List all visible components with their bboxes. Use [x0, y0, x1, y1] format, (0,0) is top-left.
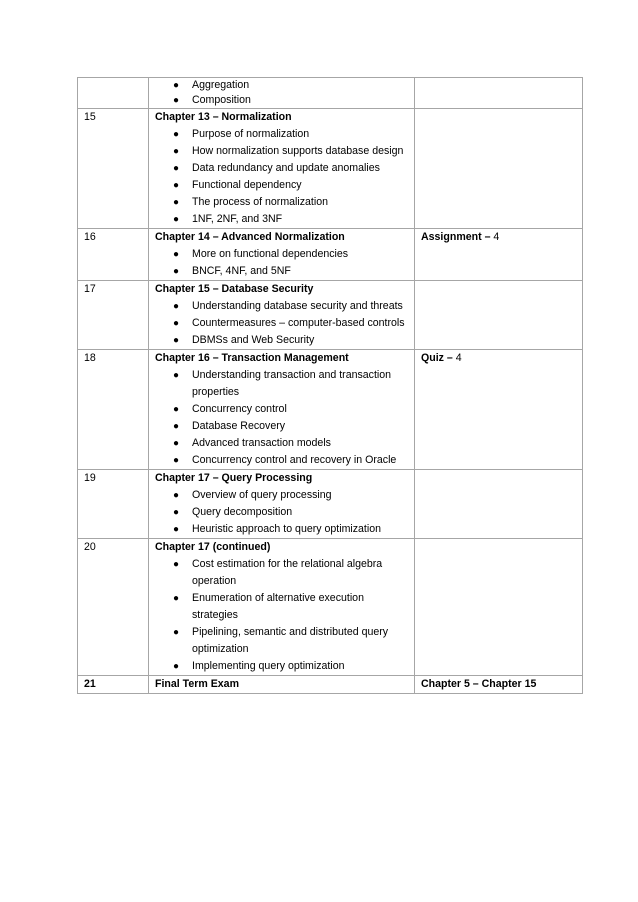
topic-text: Concurrency control and recovery in Oracle	[192, 454, 397, 466]
bullet-icon: ●	[173, 404, 180, 415]
topic-item	[155, 452, 408, 469]
assessment-cell	[415, 281, 583, 350]
schedule-row	[78, 229, 583, 281]
week-number: 18	[78, 350, 149, 470]
chapter-cell	[149, 539, 415, 676]
topic-text: How normalization supports database design	[192, 145, 404, 157]
topic-text: More on functional dependencies	[192, 248, 349, 260]
week-number: 21	[78, 676, 149, 694]
assessment-cell	[415, 470, 583, 539]
topic-item	[155, 177, 408, 194]
topic-item	[155, 315, 408, 332]
assessment-number: 4	[493, 231, 500, 243]
topic-list	[155, 487, 408, 538]
assessment-cell	[415, 229, 583, 281]
topic-item	[155, 658, 408, 675]
schedule-row	[78, 470, 583, 539]
schedule-row	[78, 78, 583, 109]
topic-text: Enumeration of alternative execution strategies	[192, 592, 364, 621]
bullet-icon: ●	[173, 266, 180, 277]
topic-item	[155, 521, 408, 538]
topic-text: Concurrency control	[192, 403, 287, 415]
topic-text: BNCF, 4NF, and 5NF	[192, 265, 291, 277]
bullet-icon: ●	[173, 507, 180, 518]
chapter-cell	[149, 470, 415, 539]
bullet-icon: ●	[173, 593, 180, 604]
topic-item	[155, 298, 408, 315]
bullet-icon: ●	[173, 80, 180, 91]
chapter-title: Chapter 17 – Query Processing	[155, 472, 313, 484]
topic-text: The process of normalization	[192, 196, 329, 208]
chapter-title: Chapter 14 – Advanced Normalization	[155, 231, 345, 243]
topic-item	[155, 126, 408, 143]
week-number: 16	[78, 229, 149, 281]
assessment-cell	[415, 350, 583, 470]
topic-text: Composition	[192, 94, 251, 106]
topic-item	[155, 487, 408, 504]
bullet-icon: ●	[173, 163, 180, 174]
schedule-row	[78, 539, 583, 676]
assessment-cell	[415, 78, 583, 109]
assessment-cell	[415, 539, 583, 676]
chapter-title: Chapter 16 – Transaction Management	[155, 352, 349, 364]
chapter-cell	[149, 350, 415, 470]
topic-list	[155, 246, 408, 280]
bullet-icon: ●	[173, 197, 180, 208]
bullet-icon: ●	[173, 318, 180, 329]
topic-item	[155, 332, 408, 349]
assessment-cell	[415, 109, 583, 229]
schedule-body	[78, 78, 583, 694]
schedule-row	[78, 350, 583, 470]
bullet-icon: ●	[173, 455, 180, 466]
chapter-cell	[149, 229, 415, 281]
bullet-icon: ●	[173, 214, 180, 225]
chapter-title: Chapter 15 – Database Security	[155, 283, 314, 295]
bullet-icon: ●	[173, 129, 180, 140]
chapter-cell	[149, 281, 415, 350]
topic-item	[155, 367, 408, 401]
bullet-icon: ●	[173, 370, 180, 381]
bullet-icon: ●	[173, 249, 180, 260]
topic-list	[155, 126, 408, 228]
topic-text: Pipelining, semantic and distributed query optimization	[192, 626, 389, 655]
chapter-cell	[149, 78, 415, 109]
bullet-icon: ●	[173, 438, 180, 449]
bullet-icon: ●	[173, 627, 180, 638]
bullet-icon: ●	[173, 524, 180, 535]
topic-text: DBMSs and Web Security	[192, 334, 315, 346]
topic-list	[155, 556, 408, 675]
topic-item	[155, 418, 408, 435]
week-number: 19	[78, 470, 149, 539]
topic-text: Purpose of normalization	[192, 128, 310, 140]
final-exam-coverage: Chapter 5 – Chapter 15	[415, 676, 583, 694]
topic-text: Overview of query processing	[192, 489, 332, 501]
topic-text: Cost estimation for the relational algebra operation	[192, 558, 383, 587]
topic-text: 1NF, 2NF, and 3NF	[192, 213, 283, 225]
bullet-icon: ●	[173, 180, 180, 191]
bullet-icon: ●	[173, 661, 180, 672]
topic-item	[155, 624, 408, 658]
topic-text: Query decomposition	[192, 506, 293, 518]
course-schedule-table	[77, 77, 583, 694]
topic-text: Understanding transaction and transaction properties	[192, 369, 392, 398]
topic-item	[155, 556, 408, 590]
assessment-label: Assignment –	[421, 231, 491, 243]
topic-text: Countermeasures – computer-based controls	[192, 317, 405, 329]
bullet-icon: ●	[173, 421, 180, 432]
topic-text: Implementing query optimization	[192, 660, 345, 672]
topic-text: Advanced transaction models	[192, 437, 331, 449]
topic-item	[155, 504, 408, 521]
assessment-label: Quiz –	[421, 352, 453, 364]
week-number	[78, 78, 149, 109]
week-number: 17	[78, 281, 149, 350]
topic-item	[155, 435, 408, 452]
bullet-icon: ●	[173, 559, 180, 570]
topic-item	[155, 263, 408, 280]
assessment-number: 4	[455, 352, 462, 364]
topic-list	[155, 298, 408, 349]
schedule-row	[78, 109, 583, 229]
topic-item	[155, 143, 408, 160]
week-number: 15	[78, 109, 149, 229]
bullet-icon: ●	[173, 146, 180, 157]
bullet-icon: ●	[173, 490, 180, 501]
topic-text: Database Recovery	[192, 420, 286, 432]
schedule-row	[78, 281, 583, 350]
topic-item	[155, 211, 408, 228]
topic-list	[155, 367, 408, 469]
bullet-icon: ●	[173, 301, 180, 312]
topic-item	[155, 401, 408, 418]
topic-item	[155, 194, 408, 211]
topic-item	[155, 590, 408, 624]
final-exam-title: Final Term Exam	[149, 676, 415, 694]
bullet-icon: ●	[173, 335, 180, 346]
topic-item	[155, 160, 408, 177]
topic-text: Aggregation	[192, 79, 250, 91]
bullet-icon: ●	[173, 95, 180, 106]
topic-item	[155, 78, 408, 93]
chapter-cell	[149, 109, 415, 229]
topic-text: Heuristic approach to query optimization	[192, 523, 382, 535]
chapter-title: Chapter 17 (continued)	[155, 541, 271, 553]
topic-text: Functional dependency	[192, 179, 302, 191]
week-number: 20	[78, 539, 149, 676]
topic-item	[155, 93, 408, 108]
topic-item	[155, 246, 408, 263]
topic-list	[155, 78, 408, 108]
chapter-title: Chapter 13 – Normalization	[155, 111, 292, 123]
final-exam-row	[78, 676, 583, 694]
topic-text: Data redundancy and update anomalies	[192, 162, 380, 174]
topic-text: Understanding database security and threats	[192, 300, 403, 312]
